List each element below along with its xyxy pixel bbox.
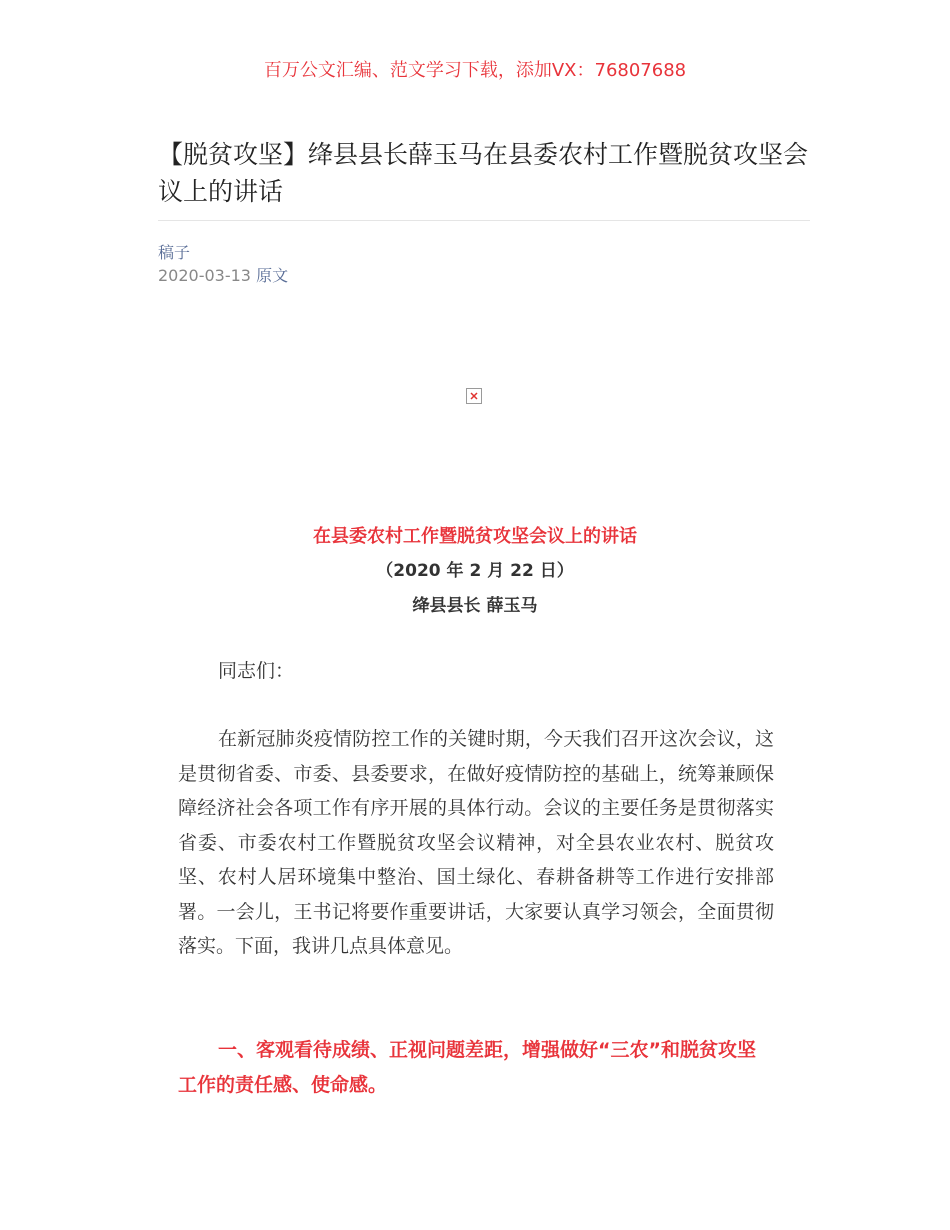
speech-date: （2020 年 2 月 22 日） (376, 561, 574, 581)
speech-speaker: 绛县县长 薛玉马 (412, 596, 538, 616)
salutation: 同志们： (218, 660, 295, 682)
publish-date: 2020-03-13 (158, 266, 251, 285)
speech-title: 在县委农村工作暨脱贫攻坚会议上的讲话 (313, 526, 637, 547)
section-heading: 一、客观看待成绩、正视问题差距，增强做好“三农”和脱贫攻坚工作的责任感、使命感。 (178, 1039, 756, 1096)
watermark-banner: 百万公文汇编、范文学习下载，添加VX：76807688 (263, 60, 687, 81)
article-title: 【脱贫攻坚】绛县县长薛玉马在县委农村工作暨脱贫攻坚会议上的讲话 (158, 140, 809, 206)
title-divider (158, 220, 810, 221)
article-meta (158, 263, 288, 286)
body-paragraph: 在新冠肺炎疫情防控工作的关键时期，今天我们召开这次会议，这是贯彻省委、市委、县委要求，在做好疫情防控的基础上，统筹兼顾保障经济社会各项工作有序开展的具体行动。会议的主要任务是贯彻落实省委、市委农村工作暨脱贫攻坚会议精神，对全县农业农村、脱贫攻坚、农村人居环境集中整治、国土绿化、春耕备耕等工作进行安排部署。一会儿，王书记将要作重要讲话，大家要认真学习领会，全面贯彻落实。下面，我讲几点具体意见。 (178, 728, 774, 957)
original-link[interactable]: 原文 (256, 266, 289, 285)
author-link[interactable]: 稿子 (158, 243, 191, 262)
broken-image-icon (466, 388, 482, 404)
